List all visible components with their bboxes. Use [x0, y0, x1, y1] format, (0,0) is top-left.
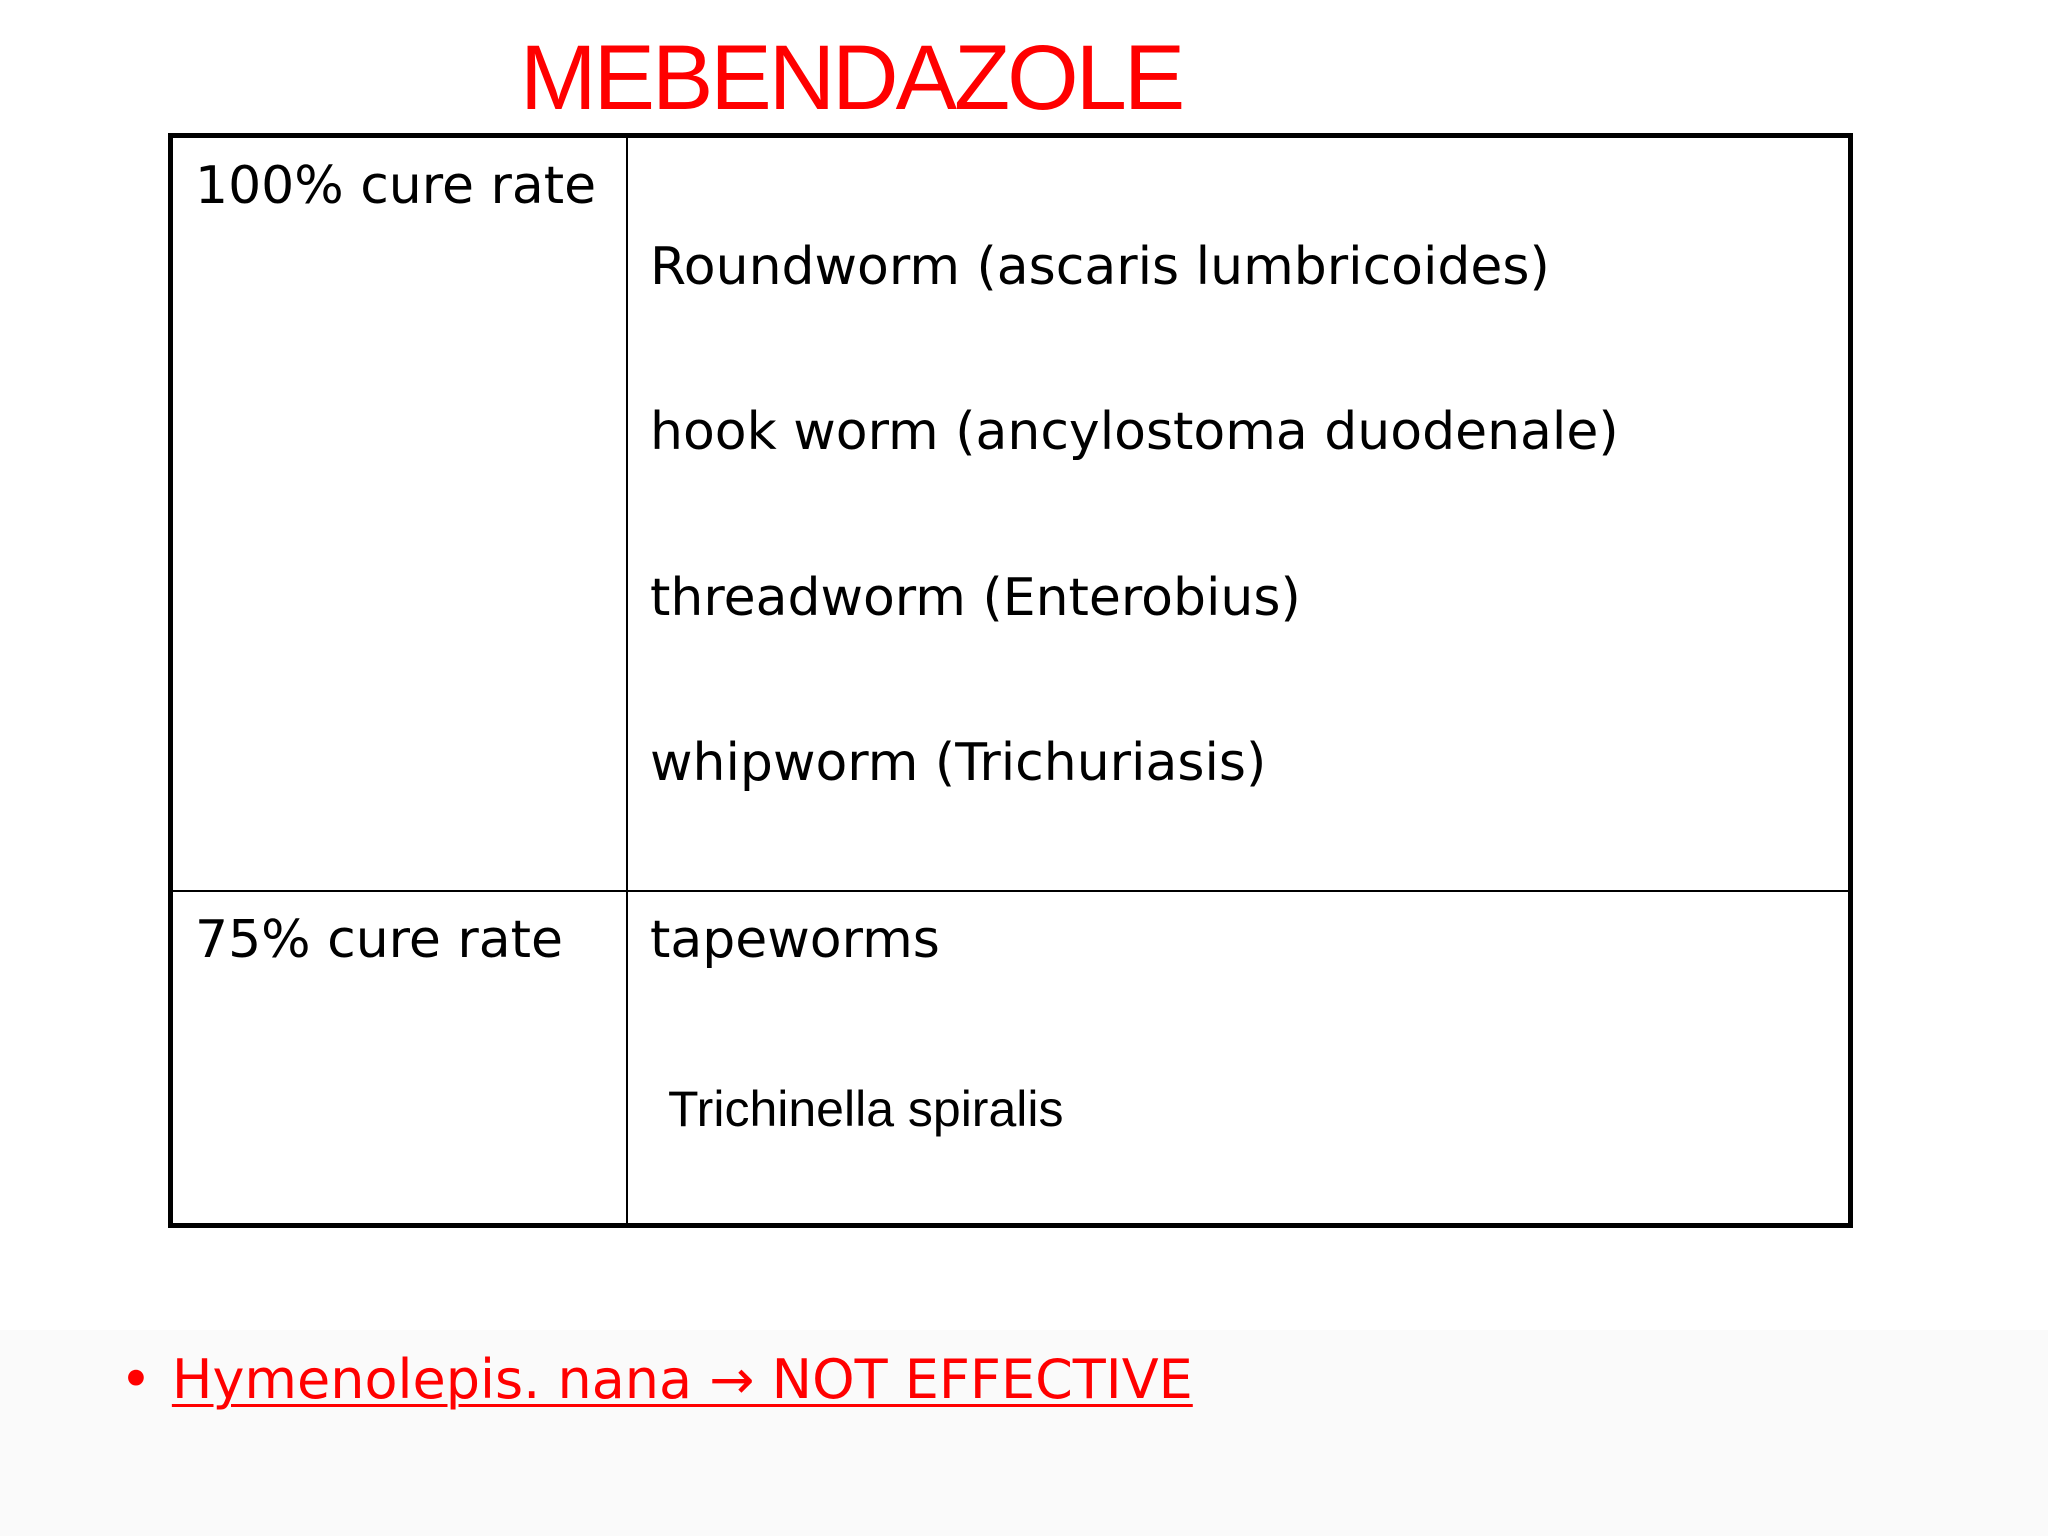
- table-row-divider: [173, 890, 1848, 892]
- cure-rate-label-75: 75% cure rate: [195, 910, 564, 970]
- parasite-item-whipworm: whipworm (Trichuriasis): [650, 733, 1267, 793]
- parasite-item-trichinella: Trichinella spiralis: [668, 1081, 1064, 1137]
- parasite-item-threadworm: threadworm (Enterobius): [650, 568, 1301, 628]
- parasite-item-hookworm: hook worm (ancylostoma duodenale): [650, 402, 1619, 462]
- parasite-item-tapeworms: tapeworms: [650, 910, 940, 970]
- table-column-divider: [626, 138, 628, 1223]
- not-effective-note-text: Hymenolepis. nana → NOT EFFECTIVE: [171, 1348, 1193, 1411]
- parasite-item-roundworm: Roundworm (ascaris lumbricoides): [650, 237, 1550, 297]
- slide-title: MEBENDAZOLE: [520, 27, 1183, 129]
- cure-rate-table: [168, 133, 1853, 1228]
- bullet-marker: •: [120, 1348, 152, 1411]
- cure-rate-label-100: 100% cure rate: [195, 156, 597, 216]
- not-effective-note: [120, 1348, 1193, 1413]
